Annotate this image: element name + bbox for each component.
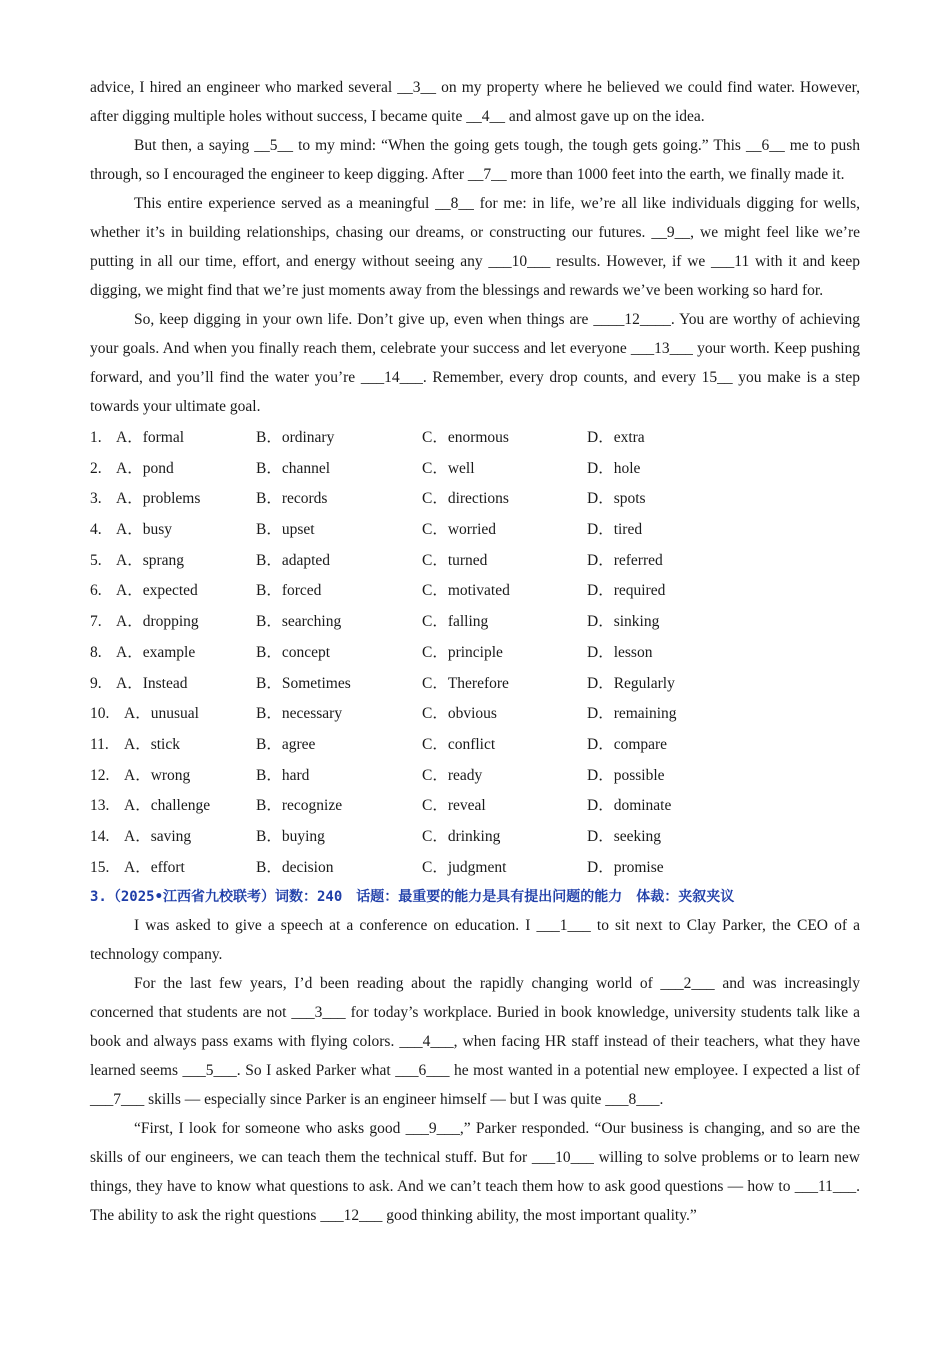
passage-a-paragraph-4: So, keep digging in your own life. Don’t give up, even when things are ____12____. You are worthy of achieving your goals. And when you finally reach them, celebrate your success and let everyone ___13___ your worth. Keep pushing forward, and you’ll find the water you’re ___14___. Remember, every drop counts, and every 15__ you make is a step towards your ultimate goal. <box>90 311 860 415</box>
option-row <box>90 576 860 607</box>
option-a: A．wrong <box>124 766 191 784</box>
option-d: D．hole <box>587 459 641 477</box>
option-row <box>90 791 860 822</box>
option-b: B．adapted <box>256 551 331 569</box>
option-c: C．worried <box>422 521 497 539</box>
question-number: 1. <box>90 429 102 446</box>
answer-options <box>90 423 860 883</box>
option-d: D．Regularly <box>587 674 675 692</box>
question-number: 11. <box>90 735 109 753</box>
option-row <box>90 454 860 485</box>
option-row <box>90 853 860 884</box>
option-b: B．buying <box>256 827 325 845</box>
question-number: 4. <box>90 521 102 539</box>
option-a: A．sprang <box>116 551 185 569</box>
option-row <box>90 638 860 669</box>
option-c: C．enormous <box>422 429 509 446</box>
option-row <box>90 669 860 700</box>
option-row <box>90 484 860 515</box>
option-b: B．concept <box>256 643 331 661</box>
option-c: C．directions <box>422 490 509 508</box>
option-row <box>90 423 860 454</box>
option-c: C．falling <box>422 613 489 631</box>
option-c: C．ready <box>422 766 483 784</box>
option-d: D．compare <box>587 735 668 753</box>
section-3-paragraph-2: For the last few years, I’d been reading about the rapidly changing world of ___2___ and was increasingly concerned that students are not ___3___ for today’s workplace. Buried in book knowledge, university students talk like a book and always pass exams with flying colors. ___4___, when facing HR staff instead of their teachers, what they have learned seems ___5___. So I asked Parker what ___6___ he most wanted in a potential new employee. I expected a list of ___7___ skills — especially since Parker is an engineer himself — but I was quite ___8___. <box>90 975 860 1109</box>
question-number: 8. <box>90 643 102 661</box>
question-number: 6. <box>90 582 102 600</box>
option-b: B．Sometimes <box>256 674 351 692</box>
question-number: 9. <box>90 674 102 692</box>
question-number: 14. <box>90 827 110 845</box>
document-page <box>90 73 860 1230</box>
option-c: C．principle <box>422 643 503 661</box>
option-b: B．hard <box>256 766 310 784</box>
option-a: A．saving <box>124 827 192 845</box>
option-b: B．forced <box>256 582 322 600</box>
option-d: D．spots <box>587 490 646 508</box>
option-d: D．referred <box>587 551 663 569</box>
passage-a-paragraph-3: This entire experience served as a meaningful __8__ for me: in life, we’re all like individuals digging for wells, whether it’s in building relationships, chasing our dreams, or constructing our futures. __9__, we might feel like we’re putting in all our time, effort, and energy without seeing any ___10___ results. However, if we ___11 with it and keep digging, we might find that we’re just moments away from the blessings and rewards we’ve been working so hard for. <box>90 195 860 299</box>
option-d: D．seeking <box>587 827 662 845</box>
option-d: D．remaining <box>587 705 677 723</box>
option-a: A．effort <box>124 858 185 876</box>
option-d: D．lesson <box>587 643 653 661</box>
section-3-paragraph-3: “First, I look for someone who asks good ___9___,” Parker responded. “Our business is changing, and so are the skills of our engineers, we can teach them the technical stuff. But for ___10___ willing to solve problems or to learn new things, they have to know what questions to ask. And we can’t teach them how to ask good questions — how to ___11___. The ability to ask the right questions ___12___ good thinking ability, the most important quality.” <box>90 1120 860 1225</box>
option-c: C．obvious <box>422 705 497 723</box>
option-d: D．possible <box>587 766 665 784</box>
option-d: D．promise <box>587 858 664 876</box>
option-c: C．reveal <box>422 797 486 815</box>
option-row <box>90 607 860 638</box>
option-b: B．necessary <box>256 705 343 723</box>
option-d: D．extra <box>587 429 645 446</box>
question-number: 5. <box>90 551 102 569</box>
option-c: C．turned <box>422 551 488 569</box>
option-a: A．example <box>116 643 196 661</box>
option-c: C．well <box>422 459 475 477</box>
question-number: 2. <box>90 459 102 477</box>
option-b: B．agree <box>256 735 316 753</box>
option-a: A．expected <box>116 582 198 600</box>
option-a: A．problems <box>116 490 201 508</box>
question-number: 15. <box>90 858 110 876</box>
option-row <box>90 730 860 761</box>
question-number: 7. <box>90 613 102 631</box>
option-d: D．required <box>587 582 666 600</box>
option-c: C．drinking <box>422 827 501 845</box>
question-number: 13. <box>90 797 110 815</box>
question-number: 10. <box>90 705 110 723</box>
option-a: A．stick <box>124 735 180 753</box>
option-row <box>90 699 860 730</box>
option-a: A．busy <box>116 521 172 539</box>
passage-a-paragraph-1: advice, I hired an engineer who marked several __3__ on my property where he believed we could find water. However, after digging multiple holes without success, I became quite __4__ and almost gave up on the idea. <box>90 79 860 125</box>
option-a: A．Instead <box>116 674 188 692</box>
option-d: D．dominate <box>587 797 672 815</box>
section-3-paragraph-1: I was asked to give a speech at a conference on education. I ___1___ to sit next to Clay Parker, the CEO of a technology company. <box>90 917 860 964</box>
option-b: B．upset <box>256 521 315 539</box>
option-row <box>90 822 860 853</box>
question-number: 3. <box>90 490 102 508</box>
option-d: D．tired <box>587 521 643 539</box>
option-d: D．sinking <box>587 613 660 631</box>
option-b: B．records <box>256 490 328 508</box>
option-a: A．challenge <box>124 797 211 815</box>
option-a: A．pond <box>116 459 174 477</box>
option-c: C．motivated <box>422 582 510 600</box>
passage-a-paragraph-2: But then, a saying __5__ to my mind: “When the going gets tough, the tough gets going.” This __6__ me to push through, so I encouraged the engineer to keep digging. After __7__ more than 1000 feet into the earth, we finally made it. <box>90 137 860 183</box>
question-number: 12. <box>90 766 110 784</box>
option-c: C．conflict <box>422 735 496 753</box>
option-row <box>90 515 860 546</box>
option-c: C．judgment <box>422 858 507 876</box>
option-b: B．channel <box>256 459 331 477</box>
option-b: B．decision <box>256 858 334 876</box>
option-b: B．searching <box>256 613 342 631</box>
option-b: B．recognize <box>256 797 343 815</box>
section-3 <box>90 883 860 1230</box>
option-a: A．formal <box>116 429 185 446</box>
option-c: C．Therefore <box>422 674 509 692</box>
option-a: A．unusual <box>124 705 199 723</box>
option-b: B．ordinary <box>256 429 335 446</box>
option-row <box>90 761 860 792</box>
option-row <box>90 546 860 577</box>
section-3-header: 3.（2025•江西省九校联考）词数：240 话题：最重要的能力是具有提出问题的能力 体裁：夹叙夹议 <box>90 889 735 906</box>
option-a: A．dropping <box>116 613 199 631</box>
